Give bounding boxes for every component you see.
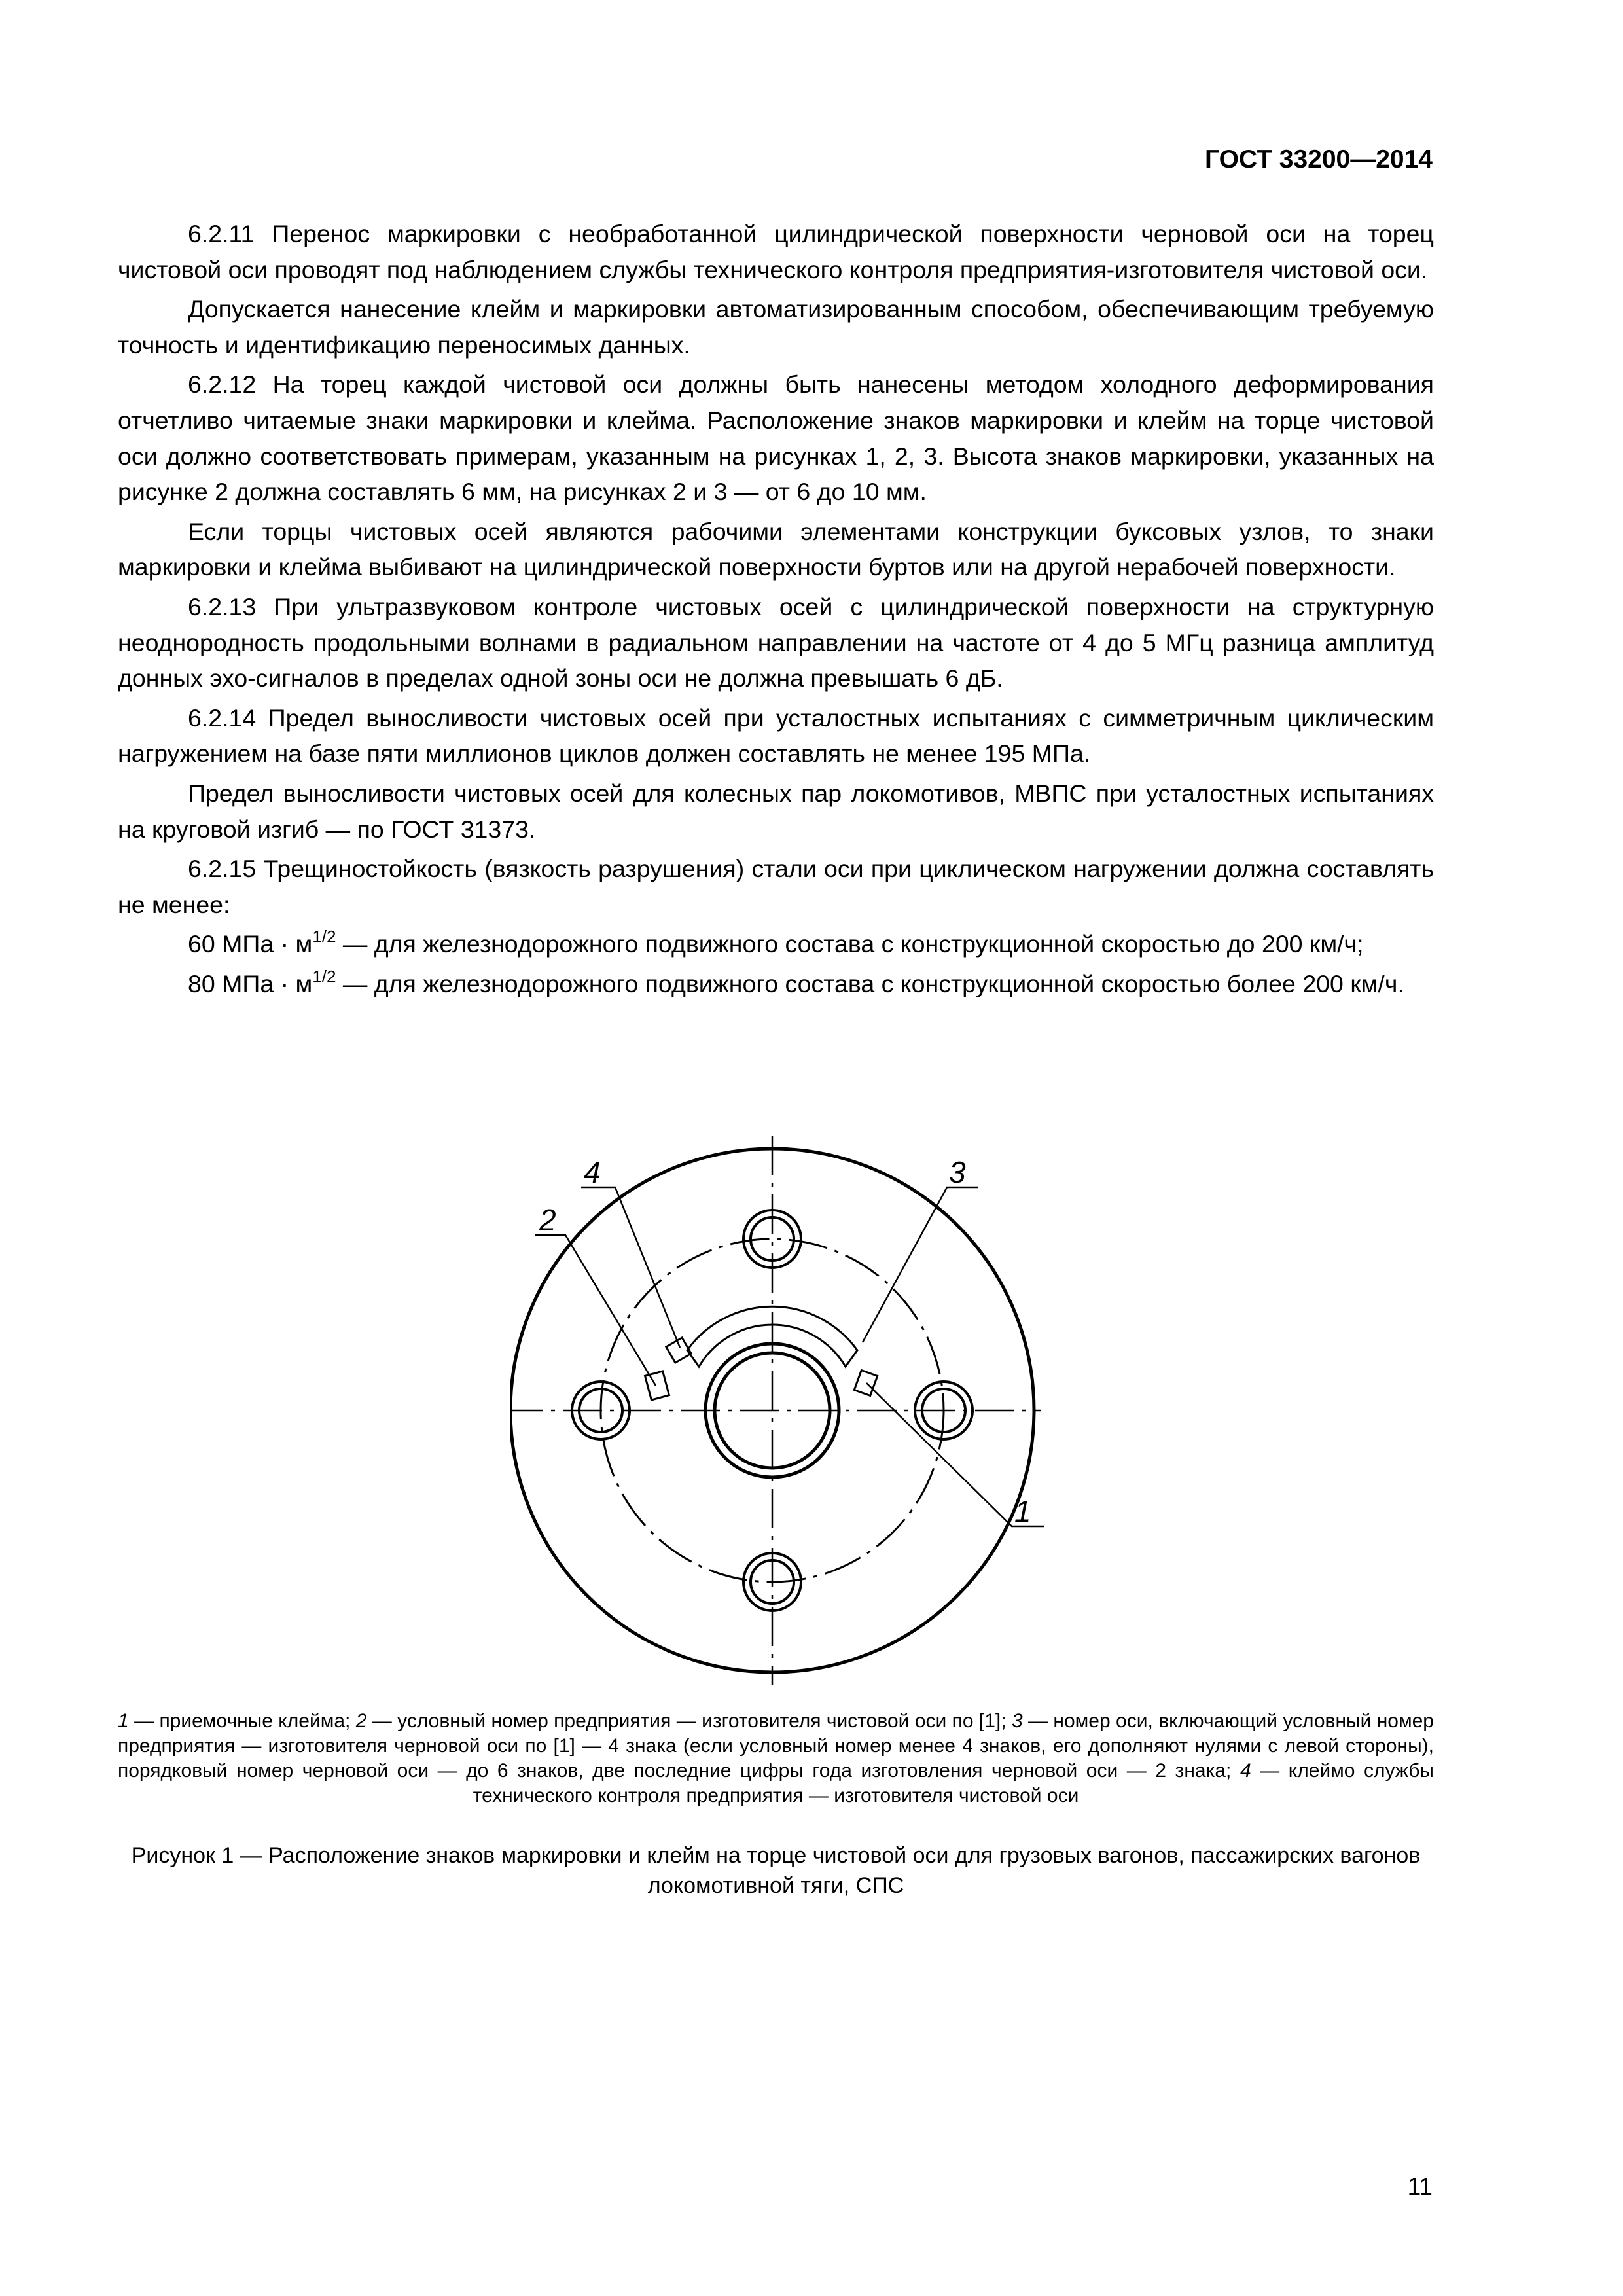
body-text	[118, 216, 1434, 1001]
axle-end-drawing	[510, 1136, 1060, 1685]
leader-2	[535, 1235, 656, 1386]
req1-exponent: 1/2	[312, 927, 336, 947]
paragraph-endurance-limit: Предел выносливости чистовых осей для колесных пар локомотивов, МВПС при усталостных испытаниях на круговой изгиб — по ГОСТ 31373.	[118, 779, 1434, 843]
paragraph-6-2-12: 6.2.12 На торец каждой чистовой оси должны быть нанесены методом холодного деформирования отчетливо читаемые знаки маркировки и клейма. Расположение знаков маркировки и клейм на торце чистовой оси должно соответствовать примерам, указанным на рисунках 1, 2, 3. Высота знаков маркировки, указанных на рисунке 2 должна составлять 6 мм, на рисунках 2 и 3 — от 6 до 10 мм.	[118, 370, 1434, 506]
figure-caption: Рисунок 1 — Расположение знаков маркировки и клейм на торце чистовой оси для грузовых вагонов, пассажирских вагонов локомотивной тяги, СПС	[131, 1843, 1421, 1898]
legend-text-1: — приемочные клейма;	[128, 1710, 356, 1732]
paragraph-6-2-11: 6.2.11 Перенос маркировки с необработанной цилиндрической поверхности черновой оси на торец чистовой оси проводят под наблюдением службы технического контроля предприятия-изготовителя чистовой оси.	[118, 220, 1434, 283]
req1-text: — для железнодорожного подвижного состава с конструкционной скоростью до 200 км/ч;	[336, 930, 1364, 958]
paragraph-6-2-14: 6.2.14 Предел выносливости чистовых осей при усталостных испытаниях с симметричным циклическим нагружением на базе пяти миллионов циклов должен составлять не менее 195 МПа.	[118, 704, 1434, 768]
page-number: 11	[1407, 2173, 1433, 2200]
callout-3: 3	[949, 1155, 966, 1189]
document-header: ГОСТ 33200—2014	[1205, 145, 1433, 173]
callout-1: 1	[1014, 1494, 1031, 1528]
paragraph-6-2-13: 6.2.13 При ультразвуковом контроле чистовых осей с цилиндрической поверхности на структурную неоднородность продольными волнами в радиальном направлении на частоте от 4 до 5 МГц разница амплитуд донных эхо-сигналов в пределах одной зоны оси не должна превышать 6 дБ.	[118, 592, 1434, 692]
requirement-line-200-upto	[118, 926, 1434, 962]
acceptance-stamp-mark	[854, 1371, 877, 1396]
paragraph-6-2-15: 6.2.15 Трещиностойкость (вязкость разрушения) стали оси при циклическом нагружении должна составлять не менее:	[118, 855, 1434, 918]
req1-value: 60 МПа · м	[188, 930, 313, 958]
legend-text-3: — номер оси, включающий условный номер предприятия — изготовителя черновой оси по [1] — 4 знака (если условный номер менее 4 знаков, его дополняют нулями с левой стороны), порядковый номер черновой оси — до 6 знаков, две последние цифры года изготовления черновой оси — 2 знака;	[118, 1710, 1434, 1782]
leader-3	[863, 1187, 978, 1342]
manufacturer-number-mark	[645, 1371, 669, 1400]
callout-2: 2	[539, 1203, 556, 1237]
requirement-line-200-above	[118, 966, 1434, 1002]
req2-exponent: 1/2	[312, 966, 336, 986]
paragraph-automation: Допускается нанесение клейм и маркировки автоматизированным способом, обеспечивающим требуемую точность и идентификацию переносимых данных.	[118, 295, 1434, 359]
paragraph-buxa-nodes: Если торцы чистовых осей являются рабочими элементами конструкции буксовых узлов, то знаки маркировки и клейма выбивают на цилиндрической поверхности буртов или на другой нерабочей поверхности.	[118, 517, 1434, 581]
legend-text-4: — клеймо службы технического контроля предприятия — изготовителя чистовой оси	[473, 1760, 1434, 1806]
callout-4: 4	[584, 1155, 601, 1189]
figure-legend	[118, 1709, 1434, 1808]
leader-4	[581, 1187, 680, 1348]
legend-num-1: 1	[118, 1710, 129, 1732]
axle-end-marking-figure	[510, 1136, 1060, 1685]
req2-value: 80 МПа · м	[188, 969, 313, 997]
legend-num-4: 4	[1240, 1760, 1251, 1782]
req2-text: — для железнодорожного подвижного состава с конструкционной скоростью более 200 км/ч.	[336, 969, 1404, 997]
legend-num-3: 3	[1011, 1710, 1023, 1732]
legend-num-2: 2	[355, 1710, 367, 1732]
legend-text-2: — условный номер предприятия — изготовителя чистовой оси по [1];	[366, 1710, 1012, 1732]
